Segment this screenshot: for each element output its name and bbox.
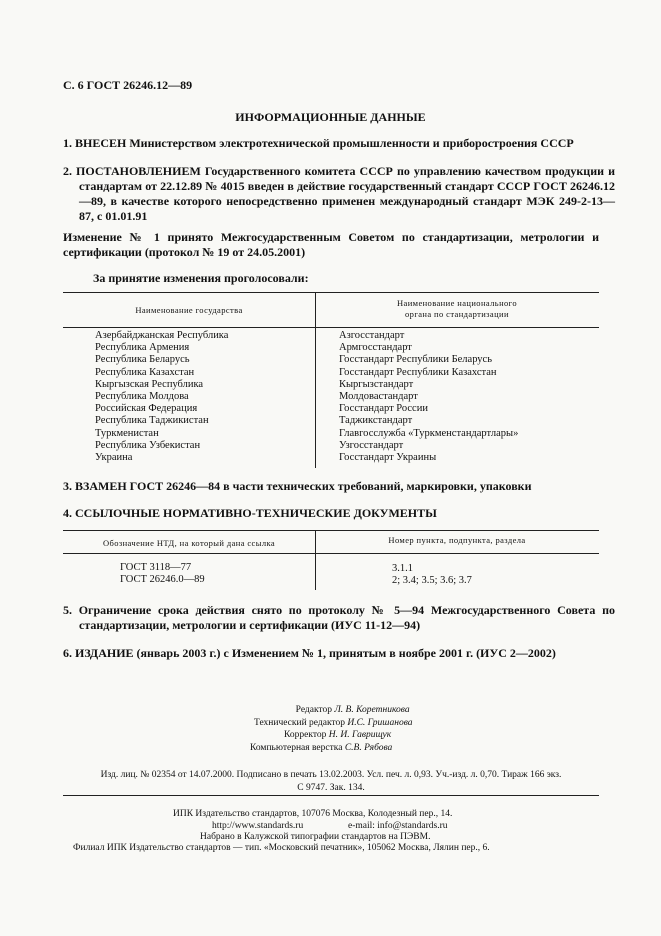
state-name: Республика Армения [95, 342, 190, 354]
state-name: Азербайджанская Республика [95, 330, 229, 341]
refs-table-header-rule [63, 553, 599, 554]
credit-layout-name: С.В. Рябова [344, 742, 393, 753]
publisher-line-4: Филиал ИПК Издательство стандартов — тип. «Московский печатник», 105062 Москва, Лялин пер., 6. [73, 843, 490, 853]
table-top-rule [63, 292, 599, 293]
standards-body: Госстандарт России [339, 403, 428, 415]
standards-body: Главгосслужба «Туркменстандартлары» [339, 427, 519, 439]
refs-table-top-rule [63, 530, 599, 531]
refs-col-doc-header: Обозначение НТД, на который дана ссылка [102, 538, 276, 548]
standards-body: Молдовастандарт [339, 390, 418, 402]
refs-clauses-list [392, 563, 472, 587]
ref-document: ГОСТ 3118—77 [120, 562, 192, 573]
credit-tech-editor-name: И.С. Гришанова [347, 717, 413, 728]
state-name: Республика Казахстан [95, 366, 195, 378]
publisher-email[interactable]: e-mail: info@standards.ru [348, 821, 448, 831]
state-name: Республика Беларусь [95, 354, 190, 366]
publisher-line-3: Набрано в Калужской типографии стандартов на ПЭВМ. [200, 832, 431, 842]
credit-tech-editor-label: Технический редактор [254, 717, 345, 728]
credit-editor-label: Редактор [295, 705, 332, 715]
state-name: Туркменистан [95, 427, 159, 439]
item-4-references: 4. ССЫЛОЧНЫЕ НОРМАТИВНО-ТЕХНИЧЕСКИЕ ДОКУМЕНТЫ [63, 506, 437, 520]
document-title: ИНФОРМАЦИОННЫЕ ДАННЫЕ [235, 110, 426, 124]
credit-proofreader-label: Корректор [284, 730, 327, 740]
standards-body: Узгосстандарт [339, 439, 404, 451]
ref-document: ГОСТ 26246.0—89 [120, 574, 205, 586]
credit-proofreader-name: Н. И. Гаврищук [328, 730, 392, 740]
refs-col-clause-header: Номер пункта, подпункта, раздела [388, 535, 526, 545]
imprint-line-2: С 9747. Зак. 134. [297, 783, 365, 793]
standards-body: Госстандарт Республики Казахстан [339, 366, 497, 378]
item-6-edition: 6. ИЗДАНИЕ (январь 2003 г.) с Изменением № 1, принятым в ноябре 2001 г. (ИУС 2—2002) [63, 646, 556, 660]
standards-body: Таджикстандарт [339, 415, 413, 427]
item-2-resolution: 2. ПОСТАНОВЛЕНИЕМ Государственного комитета СССР по управлению качеством продукции и стандартам от 22.12.89 № 4015 введен в действие государственный стандарт СССР ГОСТ 26246.12—89, в качестве которого непосредственно применен международный стандарт МЭК 249-2-13—87, с 01.01.91 [63, 164, 615, 223]
standards-body: Кыргызстандарт [339, 378, 414, 390]
item-1-introduced: 1. ВНЕСЕН Министерством электротехнической промышленности и приборостроения СССР [63, 136, 574, 150]
credit-layout-label: Компьютерная верстка [250, 742, 343, 753]
state-name: Кыргызская Республика [95, 378, 204, 390]
col-body-header [315, 298, 599, 320]
credit-proofreader [284, 729, 413, 742]
credit-editor-name: Л. В. Коретникова [334, 705, 410, 715]
credit-editor [254, 704, 413, 717]
states-list [95, 330, 228, 464]
state-name: Республика Молдова [95, 390, 189, 402]
state-name: Российская Федерация [95, 403, 198, 415]
credit-tech-editor [254, 717, 413, 730]
credit-layout [250, 742, 413, 755]
state-name: Украина [95, 451, 133, 463]
item-5-validity: 5. Ограничение срока действия снято по протоколу № 5—94 Межгосударственного Совета по стандартизации, метрологии и сертификации (ИУС 11-12—94) [63, 603, 615, 632]
publisher-line-1: ИПК Издательство стандартов, 107076 Москва, Колодезный пер., 14. [173, 809, 453, 819]
item-3-replaces: 3. ВЗАМЕН ГОСТ 26246—84 в части технических требований, маркировки, упаковки [63, 479, 532, 493]
table-header-rule [63, 327, 599, 328]
ref-clause: 3.1.1 [392, 563, 413, 574]
imprint-rule [63, 795, 599, 796]
standards-body: Госстандарт Республики Беларусь [339, 354, 493, 366]
credits-block [250, 704, 413, 754]
col-body-header-line1: Наименование национального [397, 298, 517, 308]
imprint-block [63, 769, 599, 795]
state-name: Республика Узбекистан [95, 439, 201, 451]
bodies-list [339, 330, 518, 464]
standards-body: Азгосстандарт [339, 330, 405, 341]
state-name: Республика Таджикистан [95, 415, 209, 427]
imprint-line-1: Изд. лиц. № 02354 от 14.07.2000. Подписано в печать 13.02.2003. Усл. печ. л. 0,93. Уч.-изд. л. 0,70. Тираж 166 экз. [100, 770, 562, 780]
publisher-website[interactable]: http://www.standards.ru [212, 821, 304, 831]
col-state-header: Наименование государства [135, 305, 243, 315]
amendment-note: Изменение № 1 принято Межгосударственным Советом по стандартизации, метрологии и сертификации (протокол № 19 от 24.05.2001) [63, 230, 599, 259]
publisher-block [173, 809, 452, 821]
standards-body: Армгосстандарт [339, 342, 412, 354]
refs-docs-list [120, 562, 205, 586]
voted-heading: За принятие изменения проголосовали: [93, 271, 309, 285]
page-header: С. 6 ГОСТ 26246.12—89 [63, 78, 193, 92]
standards-body: Госстандарт Украины [339, 451, 437, 463]
col-body-header-line2: органа по стандартизации [405, 309, 509, 319]
ref-clause: 2; 3.4; 3.5; 3.6; 3.7 [392, 575, 472, 587]
